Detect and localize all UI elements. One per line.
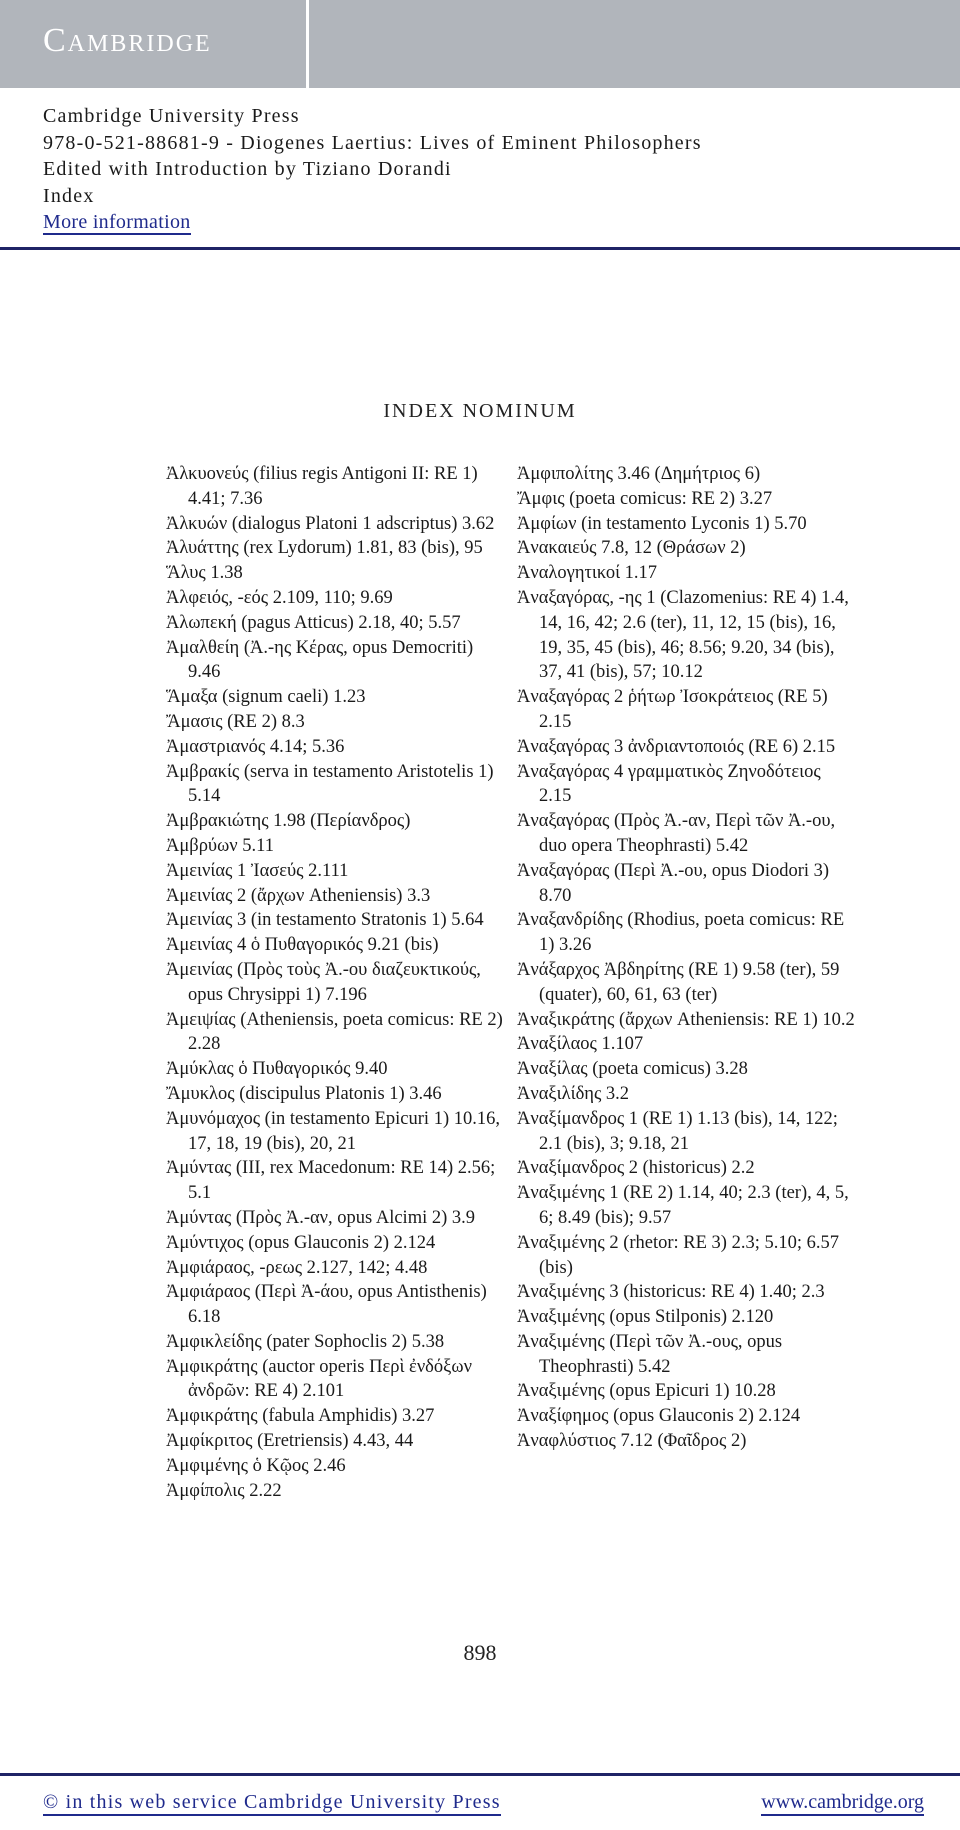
index-entry: Ἀμφίκριτος (Eretriensis) 4.43, 44 [166,1431,414,1452]
index-entry: Ἀναξιμένης 1 (RE 2) 1.14, 40; 2.3 (ter), 4, 5, 6; 8.49 (bis); 9.57 [517,1183,849,1228]
index-entry: Ἀμυνόμαχος (in testamento Epicuri 1) 10.16, 17, 18, 19 (bis), 20, 21 [166,1108,500,1154]
index-entry: Ἀλκυών (dialogus Platoni 1 adscriptus) 3.62 [166,513,495,534]
copyright-link[interactable]: © in this web service Cambridge University Press [43,1790,501,1816]
index-column-left [166,462,506,1503]
index-entry: Ἅλυς 1.38 [166,563,243,584]
index-entry: Ἀμφιμένης ὁ Κῷος 2.46 [166,1455,346,1476]
index-entry: Ἀμεινίας 4 ὁ Πυθαγορικός 9.21 (bis) [166,935,439,956]
index-entry: Ἀναξικράτης (ἄρχων Atheniensis: RE 1) 10.2 [517,1009,855,1030]
index-entry: Ἀμύντιχος (opus Glauconis 2) 2.124 [166,1232,436,1253]
index-entry: Ἀναξιμένης (Περὶ τῶν Ἀ.-ους, opus Theophrasti) 5.42 [517,1331,783,1377]
index-entry: Ἄμασις (RE 2) 8.3 [166,711,305,732]
index-entry: Ἀμεινίας 3 (in testamento Stratonis 1) 5.64 [166,910,484,931]
index-entry: Ἀναξίλαος 1.107 [517,1034,644,1055]
index-entry: Ἀναξαγόρας 3 ἀνδριαντοποιός (RE 6) 2.15 [517,736,836,757]
index-entry: Ἀμφίων (in testamento Lyconis 1) 5.70 [517,513,807,534]
index-entry: Ἀμφίπολις 2.22 [166,1480,282,1501]
index-column-right [517,462,857,1454]
index-entry: Ἀμφιάραος, -ρεως 2.127, 142; 4.48 [166,1257,428,1278]
index-entry: Ἀμύντας (Πρὸς Ἀ.-αν, opus Alcimi 2) 3.9 [166,1207,476,1228]
index-entry: Ἀμαλθείη (Ἀ.-ης Κέρας, opus Democriti) 9.46 [166,637,474,683]
index-entry: Ἀναξιλίδης 3.2 [517,1083,630,1104]
index-entry: Ἀναξιμένης (opus Stilponis) 2.120 [517,1307,774,1328]
section-name: Index [43,184,95,207]
index-entry: Ἀναξίμανδρος 2 (historicus) 2.2 [517,1158,755,1179]
index-title: INDEX NOMINUM [383,400,577,422]
index-entry: Ἀμβρακιώτης 1.98 (Περίανδρος) [166,811,411,832]
index-entry: Ἀμφικλείδης (pater Sophoclis 2) 5.38 [166,1331,445,1352]
editor-line: Edited with Introduction by Tiziano Dorandi [43,158,452,180]
more-information-link[interactable]: More information [43,211,191,233]
index-entry: Ἀμειψίας (Atheniensis, poeta comicus: RE 2) 2.28 [166,1009,503,1055]
index-entry: Ἀλκυονεύς (filius regis Antigoni II: RE 1) 4.41; 7.36 [166,464,478,509]
header-rule [0,247,960,250]
header-band [0,0,960,88]
index-entry: Ἀναφλύστιος 7.12 (Φαῖδρος 2) [517,1431,747,1452]
cambridge-logo[interactable]: Cambridge [43,22,212,59]
index-entry: Ἀλφειός, -εός 2.109, 110; 9.69 [166,587,393,608]
footer-rule [0,1773,960,1776]
isbn-and-title: 978-0-521-88681-9 - Diogenes Laertius: Lives of Eminent Philosophers [43,131,702,154]
index-entry: Ἀμφιάραος (Περὶ Ἀ-άου, opus Antisthenis) 6.18 [166,1282,487,1328]
index-entry: Ἀναξαγόρας, -ης 1 (Clazomenius: RE 4) 1.4, 14, 16, 42; 2.6 (ter), 11, 12, 15 (bis), 16, 19, 35, 45 (bis), 46; 8.56; 9.20, 34 (bis), 37, 41 (bis), 57; 10.12 [517,587,849,683]
index-entry: Ἀμφιπολίτης 3.46 (Δημήτριος 6) [517,464,761,484]
index-entry: Ἀναξαγόρας 4 γραμματικὸς Ζηνοδότειος 2.15 [517,761,821,807]
index-entry: Ἄμυκλος (discipulus Platonis 1) 3.46 [166,1083,442,1104]
index-entry: Ἀμφικράτης (fabula Amphidis) 3.27 [166,1406,435,1427]
index-entry: Ἄμφις (poeta comicus: RE 2) 3.27 [517,488,773,509]
index-entry: Ἀναξιμένης (opus Epicuri 1) 10.28 [517,1381,776,1402]
index-entry: Ἀμφικράτης (auctor operis Περὶ ἐνδόξων ἀνδρῶν: RE 4) 2.101 [166,1356,472,1402]
publisher-name: Cambridge University Press [43,105,300,127]
index-entry: Ἀλυάττης (rex Lydorum) 1.81, 83 (bis), 95 [166,538,483,559]
index-entry: Ἀναλογητικοί 1.17 [517,563,658,584]
index-entry: Ἅμαξα (signum caeli) 1.23 [166,687,366,708]
index-entry: Ἀναξιμένης 2 (rhetor: RE 3) 2.3; 5.10; 6.57 (bis) [517,1232,839,1278]
index-entry: Ἀναξίλας (poeta comicus) 3.28 [517,1059,748,1080]
index-entry: Ἀνάξαρχος Ἀβδηρίτης (RE 1) 9.58 (ter), 59 (quater), 60, 61, 63 (ter) [517,959,840,1005]
book-metadata [43,103,702,236]
logo-divider [306,0,309,88]
index-entry: Ἀναξαγόρας 2 ῥήτωρ Ἰσοκράτειος (RE 5) 2.15 [517,687,828,732]
index-entry: Ἀναξανδρίδης (Rhodius, poeta comicus: RE 1) 3.26 [517,910,845,956]
page-number: 898 [463,1640,497,1665]
index-entry: Ἀμβρύων 5.11 [166,835,274,856]
index-entry: Ἀναξαγόρας (Πρὸς Ἀ.-αν, Περὶ τῶν Ἀ.-ου, duo opera Theophrasti) 5.42 [517,811,836,856]
index-entry: Ἀμεινίας (Πρὸς τοὺς Ἀ.-ου διαζευκτικούς, opus Chrysippi 1) 7.196 [166,959,481,1005]
index-entry: Ἀναξίμανδρος 1 (RE 1) 1.13 (bis), 14, 122; 2.1 (bis), 3; 9.18, 21 [517,1108,838,1154]
index-entry: Ἀναξιμένης 3 (historicus: RE 4) 1.40; 2.3 [517,1282,825,1303]
index-entry: Ἀμύκλας ὁ Πυθαγορικός 9.40 [166,1059,388,1080]
website-link[interactable]: www.cambridge.org [761,1790,924,1816]
index-entry: Ἀλωπεκή (pagus Atticus) 2.18, 40; 5.57 [166,612,461,633]
index-entry: Ἀμεινίας 1 Ἰασεύς 2.111 [166,860,349,881]
index-entry: Ἀμβρακίς (serva in testamento Aristotelis 1) 5.14 [166,761,494,807]
index-entry: Ἀμαστριανός 4.14; 5.36 [166,736,345,757]
index-entry: Ἀμεινίας 2 (ἄρχων Atheniensis) 3.3 [166,885,431,906]
index-entry: Ἀνακαιεύς 7.8, 12 (Θράσων 2) [517,538,746,559]
index-entry: Ἀναξίφημος (opus Glauconis 2) 2.124 [517,1406,801,1427]
index-entry: Ἀναξαγόρας (Περὶ Ἀ.-ου, opus Diodori 3) 8.70 [517,860,830,906]
index-entry: Ἀμύντας (III, rex Macedonum: RE 14) 2.56; 5.1 [166,1158,496,1204]
